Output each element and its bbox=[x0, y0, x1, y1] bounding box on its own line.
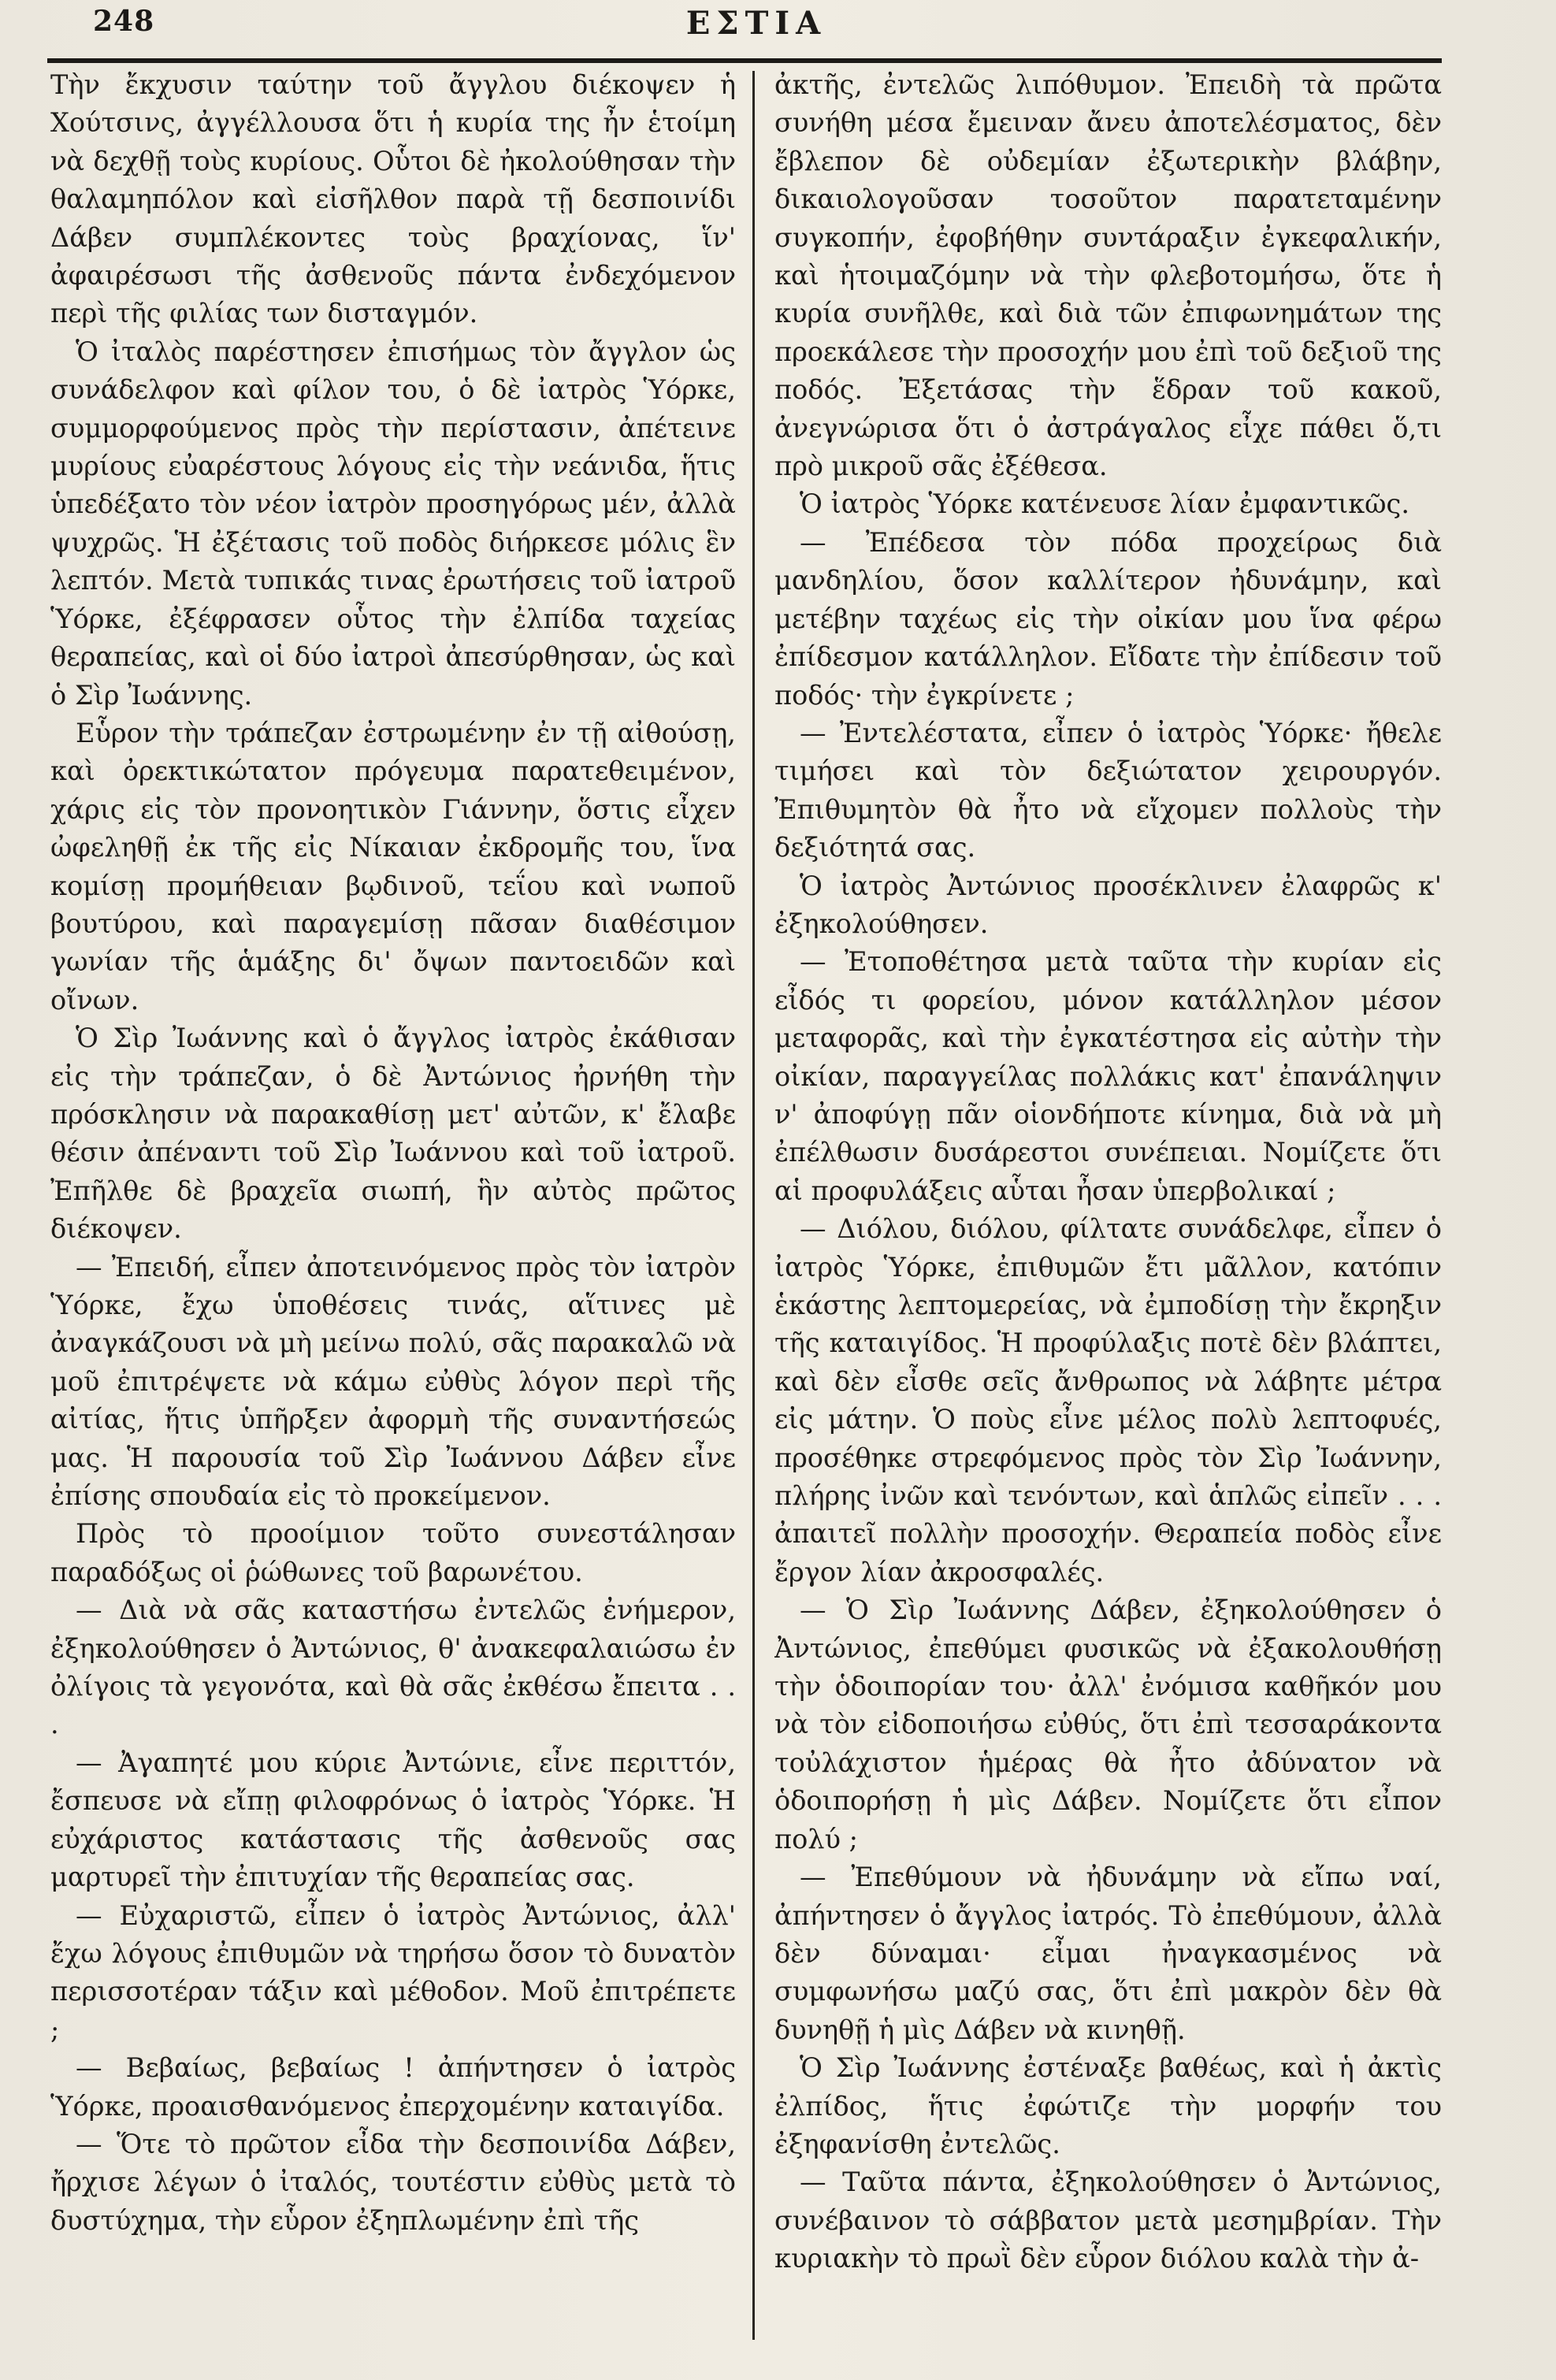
left-column-paragraph: Ὁ ἰταλὸς παρέστησεν ἐπισήμως τὸν ἄγγλον ὡς συνάδελφον καὶ φίλον του, ὁ δὲ ἰατρὸς Ὑόρκε, συμμορφούμενος πρὸς τὴν περίστασιν, ἀπέτεινε μυρίους εὐαρέστους λόγους εἰς τὴν νεάνιδα, ἥτις ὑπεδέξατο τὸν νέον ἰατρὸν προσηγόρως μέν, ἀλλὰ ψυχρῶς. Ἡ ἐξέτασις τοῦ ποδὸς διήρκεσε μόλις ἓν λεπτόν. Μετὰ τυπικάς τινας ἐρωτήσεις τοῦ ἰατροῦ Ὑόρκε, ἐξέφρασεν οὗτος τὴν ἐλπίδα ταχείας θεραπείας, καὶ οἱ δύο ἰατροὶ ἀπεσύρθησαν, ὡς καὶ ὁ Σὶρ Ἰωάννης. bbox=[50, 336, 736, 711]
right-column-paragraph: — Ὁ Σὶρ Ἰωάννης Δάβεν, ἐξηκολούθησεν ὁ Ἀντώνιος, ἐπεθύμει φυσικῶς νὰ ἐξακολουθήσῃ τὴν ὁδοιπορίαν του· ἀλλ' ἐνόμισα καθῆκόν μου νὰ τὸν εἰδοποιήσω εὐθύς, ὅτι ἐπὶ τεσσαράκοντα τοὐλάχιστον ἡμέρας θὰ ἦτο ἀδύνατον νὰ ὁδοιπορήσῃ ἡ μὶς Δάβεν. Νομίζετε ὅτι εἶπον πολύ ; bbox=[774, 1595, 1442, 1855]
right-column-paragraph: ἀκτῆς, ἐντελῶς λιπόθυμον. Ἐπειδὴ τὰ πρῶτα συνήθη μέσα ἔμειναν ἄνευ ἀποτελέσματος, δὲν ἔβλεπον δὲ οὐδεμίαν ἐξωτερικὴν βλάβην, δικαιολογοῦσαν τοσοῦτον παρατεταμένην συγκοπήν, ἐφοβήθην συντάραξιν ἐγκεφαλικήν, καὶ ἡτοιμαζόμην νὰ τὴν φλεβοτομήσω, ὅτε ἡ κυρία συνῆλθε, καὶ διὰ τῶν ἐπιφωνημάτων της προεκάλεσε τὴν προσοχήν μου ἐπὶ τοῦ δεξιοῦ της ποδός. Ἐξετάσας τὴν ἕδραν τοῦ κακοῦ, ἀνεγνώρισα ὅτι ὁ ἀστράγαλος εἶχε πάθει ὅ,τι πρὸ μικροῦ σᾶς ἐξέθεσα. bbox=[774, 69, 1442, 482]
right-column-paragraph: — Ταῦτα πάντα, ἐξηκολούθησεν ὁ Ἀντώνιος, συνέβαινον τὸ σάββατον μετὰ μεσημβρίαν. Τὴν κυριακὴν τὸ πρωῒ δὲν εὗρον διόλου καλὰ τὴν ἀ- bbox=[774, 2167, 1442, 2274]
right-column-paragraph: Ὁ Σὶρ Ἰωάννης ἐστέναξε βαθέως, καὶ ἡ ἀκτὶς ἐλπίδος, ἥτις ἐφώτιζε τὴν μορφήν του ἐξηφανίσθη ἐντελῶς. bbox=[774, 2052, 1442, 2159]
right-column-paragraph: — Διόλου, διόλου, φίλτατε συνάδελφε, εἶπεν ὁ ἰατρὸς Ὑόρκε, ἐπιθυμῶν ἔτι μᾶλλον, κατόπιν ἑκάστης λεπτομερείας, νὰ ἐμποδίσῃ τὴν ἔκρηξιν τῆς καταιγίδος. Ἡ προφύλαξις ποτὲ δὲν βλάπτει, καὶ δὲν εἶσθε σεῖς ἄνθρωπος νὰ λάβητε μέτρα εἰς μάτην. Ὁ ποὺς εἶνε μέλος πολὺ λεπτοφυές, προσέθηκε στρεφόμενος πρὸς τὸν Σὶρ Ἰωάννην, πλήρης ἰνῶν καὶ τενόντων, καὶ ἁπλῶς εἰπεῖν . . . ἀπαιτεῖ πολλὴν προσοχήν. Θεραπεία ποδὸς εἶνε ἔργον λίαν ἀκροσφαλές. bbox=[774, 1213, 1442, 1587]
left-column-paragraph: — Ἐπειδή, εἶπεν ἀποτεινόμενος πρὸς τὸν ἰατρὸν Ὑόρκε, ἔχω ὑποθέσεις τινάς, αἵτινες μὲ ἀναγκάζουσι νὰ μὴ μείνω πολύ, σᾶς παρακαλῶ νὰ μοῦ ἐπιτρέψετε νὰ κάμω εὐθὺς λόγον περὶ τῆς αἰτίας, ἥτις ὑπῆρξεν ἀφορμὴ τῆς συναντήσεώς μας. Ἡ παρουσία τοῦ Σὶρ Ἰωάννου Δάβεν εἶνε ἐπίσης σπουδαία εἰς τὸ προκείμενον. bbox=[50, 1251, 736, 1512]
right-column-paragraph: — Ἐπεθύμουν νὰ ἠδυνάμην νὰ εἴπω ναί, ἀπήντησεν ὁ ἄγγλος ἰατρός. Τὸ ἐπεθύμουν, ἀλλὰ δὲν δύναμαι· εἶμαι ἠναγκασμένος νὰ συμφωνήσω μαζύ σας, ὅτι ἐπὶ μακρὸν δὲν θὰ δυνηθῇ ἡ μὶς Δάβεν νὰ κινηθῇ. bbox=[774, 1862, 1442, 2045]
right-column-paragraph: Ὁ ἰατρὸς Ὑόρκε κατένευσε λίαν ἐμφαντικῶς. bbox=[800, 488, 1410, 520]
right-column bbox=[774, 66, 1442, 2351]
left-column-paragraph: — Εὐχαριστῶ, εἶπεν ὁ ἰατρὸς Ἀντώνιος, ἀλλ' ἔχω λόγους ἐπιθυμῶν νὰ τηρήσω ὅσον τὸ δυνατὸν περισσοτέραν τάξιν καὶ μέθοδον. Μοῦ ἐπιτρέπετε ; bbox=[50, 1899, 736, 2045]
column-divider bbox=[752, 71, 755, 2340]
left-column bbox=[50, 66, 736, 2351]
right-column-paragraph: Ὁ ἰατρὸς Ἀντώνιος προσέκλινεν ἐλαφρῶς κ' ἐξηκολούθησεν. bbox=[774, 870, 1442, 939]
right-column-paragraph: — Ἐπέδεσα τὸν πόδα προχείρως διὰ μανδηλίου, ὅσον καλλίτερον ἠδυνάμην, καὶ μετέβην ταχέως εἰς τὴν οἰκίαν μου ἵνα φέρω ἐπίδεσμον κατάλληλον. Εἴδατε τὴν ἐπίδεσιν τοῦ ποδός· τὴν ἐγκρίνετε ; bbox=[774, 526, 1442, 711]
left-column-paragraph: Ὁ Σὶρ Ἰωάννης καὶ ὁ ἄγγλος ἰατρὸς ἐκάθισαν εἰς τὴν τράπεζαν, ὁ δὲ Ἀντώνιος ἠρνήθη τὴν πρόσκλησιν νὰ παρακαθίσῃ μετ' αὐτῶν, κ' ἔλαβε θέσιν ἀπέναντι τοῦ Σὶρ Ἰωάννου καὶ τοῦ ἰατροῦ. Ἐπῆλθε δὲ βραχεῖα σιωπή, ἣν αὐτὸς πρῶτος διέκοψεν. bbox=[50, 1023, 736, 1245]
left-column-paragraph: — Ὅτε τὸ πρῶτον εἶδα τὴν δεσποινίδα Δάβεν, ἤρχισε λέγων ὁ ἰταλός, τουτέστιν εὐθὺς μετὰ τὸ δυστύχημα, τὴν εὗρον ἐξηπλωμένην ἐπὶ τῆς bbox=[50, 2128, 736, 2236]
left-column-paragraph: — Βεβαίως, βεβαίως ! ἀπήντησεν ὁ ἰατρὸς Ὑόρκε, προαισθανόμενος ἐπερχομένην καταιγίδα. bbox=[50, 2052, 736, 2122]
page-number: 248 bbox=[93, 5, 155, 38]
left-column-paragraph: Πρὸς τὸ προοίμιον τοῦτο συνεστάλησαν παραδόξως οἱ ῥώθωνες τοῦ βαρωνέτου. bbox=[50, 1518, 736, 1587]
left-column-paragraph: — Ἀγαπητέ μου κύριε Ἀντώνιε, εἶνε περιττόν, ἔσπευσε νὰ εἴπῃ φιλοφρόνως ὁ ἰατρὸς Ὑόρκε. Ἡ εὐχάριστος κατάστασις τῆς ἀσθενοῦς σας μαρτυρεῖ τὴν ἐπιτυχίαν τῆς θεραπείας σας. bbox=[50, 1747, 736, 1893]
journal-title: ΕΣΤΙΑ bbox=[685, 5, 827, 42]
left-column-paragraph: — Διὰ νὰ σᾶς καταστήσω ἐντελῶς ἐνήμερον, ἐξηκολούθησεν ὁ Ἀντώνιος, θ' ἀνακεφαλαιώσω ἐν ὀλίγοις τὰ γεγονότα, καὶ θὰ σᾶς ἐκθέσω ἔπειτα . . . bbox=[50, 1595, 736, 1740]
right-column-paragraph: — Ἐντελέστατα, εἶπεν ὁ ἰατρὸς Ὑόρκε· ἤθελε τιμήσει καὶ τὸν δεξιώτατον χειρουργόν. Ἐπιθυμητὸν θὰ ἦτο νὰ εἴχομεν πολλοὺς τὴν δεξιότητά σας. bbox=[774, 717, 1442, 863]
left-column-paragraph: Εὗρον τὴν τράπεζαν ἐστρωμένην ἐν τῇ αἰθούσῃ, καὶ ὀρεκτικώτατον πρόγευμα παρατεθειμένον, χάρις εἰς τὸν προνοητικὸν Γιάννην, ὅστις εἶχεν ὠφεληθῇ ἐκ τῆς εἰς Νίκαιαν ἐκδρομῆς του, ἵνα κομίσῃ προμήθειαν βῳδινοῦ, τεΐου καὶ νωποῦ βουτύρου, καὶ παραγεμίσῃ πᾶσαν διαθέσιμον γωνίαν τῆς ἁμάξης δι' ὄψων παντοειδῶν καὶ οἴνων. bbox=[50, 717, 736, 1015]
page-header bbox=[71, 0, 1442, 55]
header-rule bbox=[47, 58, 1442, 63]
right-column-paragraph: — Ἐτοποθέτησα μετὰ ταῦτα τὴν κυρίαν εἰς εἶδός τι φορείου, μόνον κατάλληλον μέσον μεταφορᾶς, καὶ τὴν ἐγκατέστησα εἰς αὐτὴν τὴν οἰκίαν, παραγγείλας πολλάκις κατ' ἐπανάληψιν ν' ἀποφύγῃ πᾶν οἱονδήποτε κίνημα, διὰ νὰ μὴ ἐπέλθωσιν δυσάρεστοι συνέπειαι. Νομίζετε ὅτι αἱ προφυλάξεις αὗται ἦσαν ὑπερβολικαί ; bbox=[774, 946, 1442, 1206]
left-column-paragraph: Τὴν ἔκχυσιν ταύτην τοῦ ἄγγλου διέκοψεν ἡ Χούτσινς, ἀγγέλλουσα ὅτι ἡ κυρία της ἦν ἑτοίμη νὰ δεχθῇ τοὺς κυρίους. Οὗτοι δὲ ἠκολούθησαν τὴν θαλαμηπόλον καὶ εἰσῆλθον παρὰ τῇ δεσποινίδι Δάβεν συμπλέκοντες τοὺς βραχίονας, ἵν' ἀφαιρέσωσι τῆς ἀσθενοῦς πάντα ἐνδεχόμενον περὶ τῆς φιλίας των δισταγμόν. bbox=[50, 69, 736, 329]
